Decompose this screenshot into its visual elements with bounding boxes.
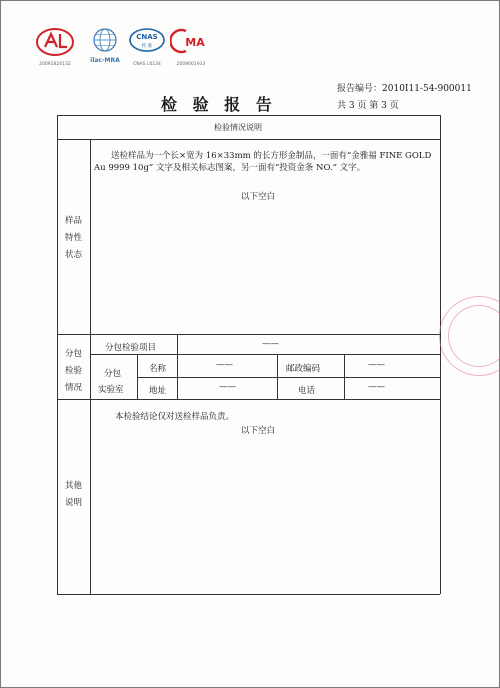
- cnas-text: CNAS: [136, 33, 158, 41]
- sample-row-divider: [57, 334, 440, 335]
- cal-logo: [31, 27, 79, 67]
- sample-blank-note: 以下空白: [241, 192, 276, 202]
- table-left-border: [57, 115, 58, 594]
- page-info: 共 3 页 第 3 页: [337, 101, 399, 111]
- subcontract-label-2: 检验: [65, 366, 83, 376]
- report-number-label: 报告编号：: [337, 84, 383, 94]
- postcode-value: ——: [368, 360, 385, 370]
- subcontract-label-3: 情况: [65, 383, 83, 393]
- cma-text: MA: [185, 36, 205, 49]
- lab-label-1: 分包: [104, 369, 122, 379]
- report-number-value: 2010I11-54-900011: [382, 84, 472, 94]
- cnas-sub-text: 校 准: [141, 44, 153, 49]
- cnas-logo: [125, 27, 169, 67]
- other-label-1: 其他: [65, 481, 83, 491]
- other-statement: 本检验结论仅对送检样品负责。: [115, 412, 235, 422]
- table-top-border: [57, 115, 440, 116]
- cma-caption: 2009001933: [176, 62, 206, 67]
- sample-label-1: 样品: [65, 216, 83, 226]
- cma-logo: [170, 27, 212, 67]
- address-value: ——: [219, 382, 236, 392]
- page-title: 检 验 报 告: [161, 95, 277, 114]
- section-header-divider: [57, 139, 440, 140]
- subcontract-items-row-divider: [90, 354, 440, 355]
- subcontract-label-1: 分包: [65, 349, 83, 359]
- cal-logo-icon: [31, 27, 79, 61]
- name-label: 名称: [149, 364, 167, 374]
- cma-icon: [170, 27, 212, 57]
- name-value: ——: [216, 360, 233, 370]
- ilac-logo: [83, 27, 127, 67]
- subcontract-row-divider: [57, 399, 440, 400]
- sample-label-2: 特性: [65, 233, 83, 243]
- other-label-2: 说明: [65, 498, 83, 508]
- ilac-text: ilac-MRA: [90, 57, 120, 64]
- cnas-oval-icon: [125, 27, 169, 57]
- postcode-label: 邮政编码: [286, 364, 321, 374]
- ilac-globe-icon: [83, 27, 127, 61]
- official-seal-stamp: [439, 296, 500, 376]
- cal-caption: 2009182413Z: [39, 62, 71, 67]
- other-blank-note: 以下空白: [241, 426, 276, 436]
- phone-value: ——: [368, 382, 385, 392]
- table-right-border: [440, 115, 441, 594]
- section-header: 检验情况说明: [214, 123, 262, 132]
- label-column-divider: [90, 139, 91, 594]
- lab-inner-divider: [137, 377, 440, 378]
- phone-label: 电话: [298, 386, 316, 396]
- table-bottom-border: [57, 594, 440, 595]
- subcontract-items-divider: [177, 334, 178, 354]
- sample-label-3: 状态: [65, 250, 83, 260]
- sample-description: [94, 151, 434, 174]
- lab-label-2: 实验室: [98, 385, 124, 395]
- sample-description-text: 送检样品为一个长×宽为 16×33mm 的长方形金制品，一面有“金雅福 FINE GOLD Au 9999 10g” 文字及相关标志图案，另一面有“投资金条 NO.” 文字。: [94, 151, 432, 173]
- official-seal-inner-ring: [448, 305, 500, 367]
- address-label: 地址: [149, 386, 167, 396]
- report-number: [337, 81, 472, 94]
- subcontract-items-value: ——: [262, 339, 279, 349]
- subcontract-items-label: 分包检验项目: [105, 343, 157, 353]
- cnas-caption: CNAS L0134: [133, 62, 161, 67]
